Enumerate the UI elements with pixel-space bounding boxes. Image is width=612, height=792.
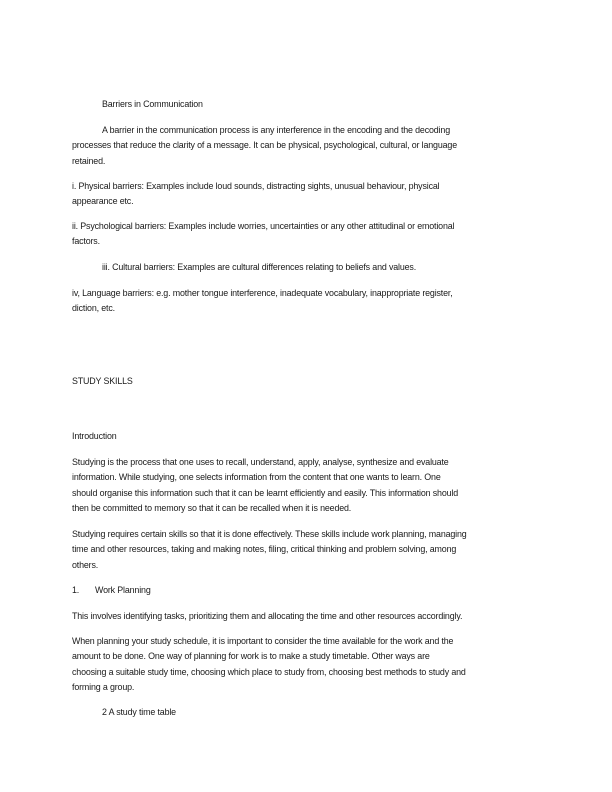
text-line: diction, etc. <box>72 303 115 314</box>
text-line: Studying requires certain skills so that it is done effectively. These skills include work planning, managing <box>72 529 467 539</box>
text-line: iv, Language barriers: e.g. mother tongue interference, inadequate vocabulary, inappropriate register, <box>72 288 453 298</box>
text-line: time and other resources, taking and making notes, filing, critical thinking and problem solving, among <box>72 544 457 555</box>
text-line: then be committed to memory so that it can be recalled when it is needed. <box>72 502 352 513</box>
studying-definition-paragraph <box>72 455 552 516</box>
language-barriers-item <box>72 286 552 317</box>
text-line: i. Physical barriers: Examples include loud sounds, distracting sights, unusual behaviour, physical <box>72 181 440 191</box>
barriers-intro-paragraph <box>72 123 552 169</box>
physical-barriers-item <box>72 179 552 210</box>
work-planning-definition <box>72 609 552 624</box>
heading-text: Work Planning <box>95 585 151 595</box>
text-line: A barrier in the communication process is any interference in the encoding and the decoding <box>102 125 450 135</box>
text-line: Studying is the process that one uses to recall, understand, apply, analyse, synthesize and evaluate <box>72 457 449 467</box>
heading-text: Barriers in Communication <box>102 99 203 109</box>
text-line: retained. <box>72 155 106 166</box>
text-line: information. While studying, one selects information from the content that one wants to learn. One <box>72 472 441 483</box>
heading-text: Introduction <box>72 431 117 441</box>
cultural-barriers-item <box>102 260 582 275</box>
text-line: This involves identifying tasks, prioritizing them and allocating the time and other resources accordingly. <box>72 611 463 621</box>
text-line: should organise this information such that it can be learnt efficiently and easily. This information should <box>72 487 459 498</box>
text-line: forming a group. <box>72 681 135 692</box>
text-line: others. <box>72 559 99 570</box>
heading-text: STUDY SKILLS <box>72 376 133 386</box>
text-line: When planning your study schedule, it is important to consider the time available for the work and the <box>72 636 454 646</box>
study-schedule-paragraph <box>72 634 552 695</box>
text-line: appearance etc. <box>72 196 134 207</box>
section-title-barriers <box>102 97 582 112</box>
text-line: ii. Psychological barriers: Examples include worries, uncertainties or any other attitudinal or emotional <box>72 221 455 231</box>
work-planning-heading <box>72 583 552 598</box>
introduction-heading <box>72 429 552 444</box>
text-line: choosing a suitable study time, choosing which place to study from, choosing best methods to study and <box>72 666 466 677</box>
section-title-study-skills <box>72 374 552 389</box>
study-timetable-heading <box>102 705 582 720</box>
text-line: amount to be done. One way of planning for work is to make a study timetable. Other ways are <box>72 651 430 662</box>
psychological-barriers-item <box>72 219 552 250</box>
text-line: factors. <box>72 236 100 247</box>
text-line: iii. Cultural barriers: Examples are cultural differences relating to beliefs and values. <box>102 262 417 272</box>
heading-text: 2 A study time table <box>102 707 176 717</box>
list-number: 1. <box>72 585 80 595</box>
text-line: processes that reduce the clarity of a message. It can be physical, psychological, cultural, or language <box>72 140 457 151</box>
study-skills-paragraph <box>72 527 552 573</box>
